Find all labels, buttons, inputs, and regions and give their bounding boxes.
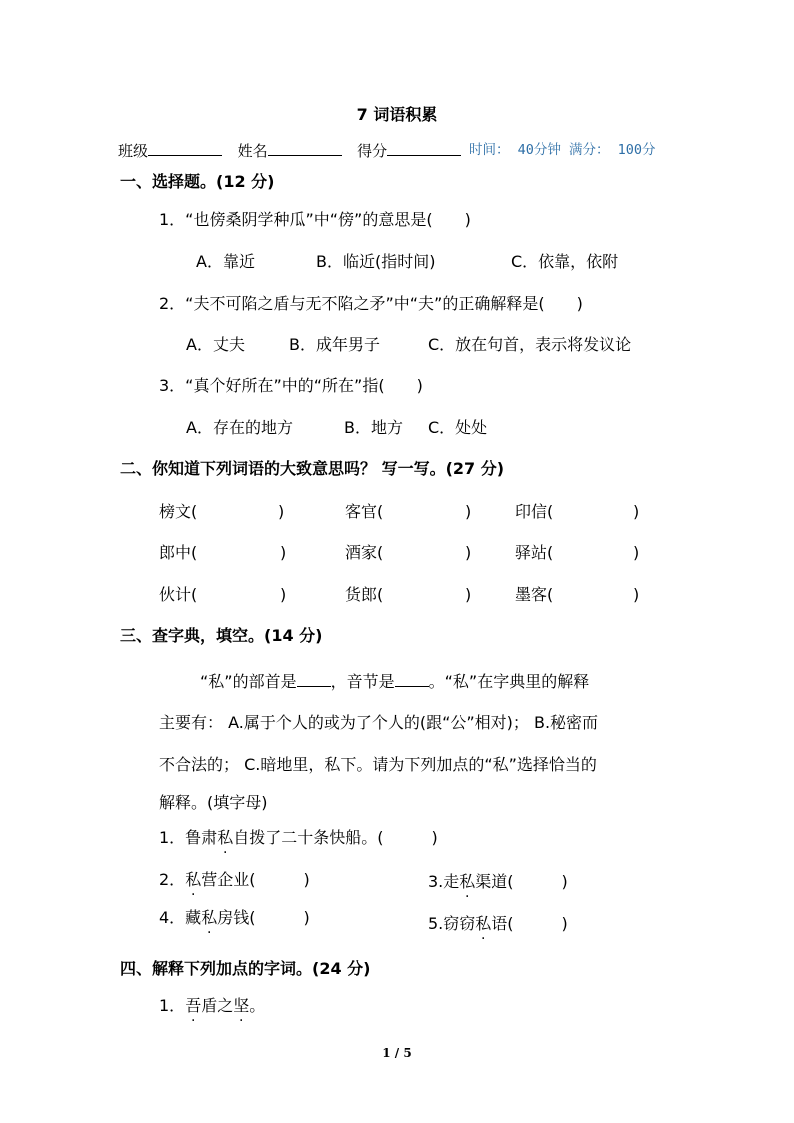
word-item-3: 印信(	[515, 502, 554, 521]
question-1-1: 1．“也傍桑阴学种瓜”中“傍”的意思是( )	[159, 210, 471, 229]
score-blank[interactable]	[387, 141, 461, 156]
word-item-2-close: )	[465, 502, 472, 521]
word-item-1: 榜文(	[159, 502, 198, 521]
section-2-heading: 二、你知道下列词语的大致意思吗？ 写一写。(27 分)	[120, 459, 505, 478]
class-blank[interactable]	[148, 141, 222, 156]
word-item-1-close: )	[278, 502, 285, 521]
section-1-heading: 一、选择题。(12 分)	[120, 172, 275, 191]
option-1-2-c: C．放在句首，表示将发议论	[428, 335, 632, 354]
dict-item-1-pre: 1．鲁肃	[159, 828, 218, 847]
word-item-9: 墨客(	[515, 585, 554, 604]
explain-item-1	[159, 996, 265, 1015]
word-item-8-close: )	[465, 585, 472, 604]
option-1-3-c: C．处处	[428, 418, 488, 437]
dict-item-3-post: 渠道( )	[475, 872, 568, 891]
word-item-4-close: )	[280, 543, 287, 562]
section-4-heading: 四、解释下列加点的字词。(24 分)	[120, 959, 371, 978]
option-1-1-b: B．临近(指时间)	[316, 252, 436, 271]
word-item-5-close: )	[465, 543, 472, 562]
option-1-2-a: A．丈夫	[186, 335, 245, 354]
dict-item-1	[159, 828, 438, 847]
dict-item-2-post: 营企业( )	[201, 870, 310, 889]
question-1-3: 3．“真个好所在”中的“所在”指( )	[159, 376, 423, 395]
dotted-char: 私	[475, 914, 492, 933]
dotted-char: 吾	[185, 996, 202, 1015]
dict-item-2-pre: 2．	[159, 870, 186, 889]
word-item-6-close: )	[633, 543, 640, 562]
dict-item-4-post: 房钱( )	[217, 908, 310, 927]
paragraph-line-1-c: 。“私”在字典里的解释	[428, 672, 590, 691]
word-item-7-close: )	[280, 585, 287, 604]
dotted-char: 私	[459, 872, 476, 891]
option-1-3-b: B．地方	[344, 418, 403, 437]
dict-item-5	[428, 914, 568, 933]
dotted-char: 坚	[233, 996, 250, 1015]
paragraph-line-1-a: “私”的部首是	[200, 672, 297, 691]
page-title: 7 词语积累	[356, 105, 438, 124]
score-label: 得分	[357, 142, 388, 160]
page-number: 1 / 5	[382, 1046, 412, 1060]
name-blank[interactable]	[268, 141, 342, 156]
explain-item-1-mid: 盾之	[201, 996, 234, 1015]
word-item-2: 客官(	[345, 502, 384, 521]
name-label: 姓名	[237, 142, 268, 160]
student-info-line	[118, 141, 461, 160]
dict-item-4	[159, 908, 310, 927]
dict-item-5-pre: 5.窃窃	[428, 914, 476, 933]
class-label: 班级	[118, 142, 149, 160]
dict-item-5-post: 语( )	[491, 914, 568, 933]
question-1-2: 2．“夫不可陷之盾与无不陷之矛”中“夫”的正确解释是( )	[159, 294, 583, 313]
dict-item-1-post: 自拨了二十条快船。( )	[233, 828, 438, 847]
timing-info: 时间： 40分钟 满分： 100分	[469, 142, 656, 158]
word-item-7: 伙计(	[159, 585, 198, 604]
dict-item-2	[159, 870, 310, 889]
paragraph-line-4: 解释。(填字母)	[159, 793, 268, 812]
word-item-9-close: )	[633, 585, 640, 604]
paragraph-line-1	[200, 672, 589, 691]
word-item-8: 货郎(	[345, 585, 384, 604]
option-1-2-b: B．成年男子	[289, 335, 380, 354]
word-item-5: 酒家(	[345, 543, 384, 562]
paragraph-line-3: 不合法的； C.暗地里，私下。请为下列加点的“私”选择恰当的	[159, 755, 597, 774]
explain-item-1-post: 。	[249, 996, 266, 1015]
dict-item-3	[428, 872, 568, 891]
word-item-3-close: )	[633, 502, 640, 521]
option-1-1-a: A．靠近	[196, 252, 255, 271]
option-1-3-a: A．存在的地方	[186, 418, 293, 437]
dotted-char: 私	[217, 828, 234, 847]
syllable-blank[interactable]	[395, 674, 429, 687]
dict-item-4-pre: 4．藏	[159, 908, 202, 927]
word-item-6: 驿站(	[515, 543, 554, 562]
section-3-heading: 三、查字典，填空。(14 分)	[120, 626, 323, 645]
radical-blank[interactable]	[297, 674, 331, 687]
paragraph-line-2: 主要有： A.属于个人的或为了个人的(跟“公”相对)； B.秘密而	[159, 713, 599, 732]
word-item-4: 郎中(	[159, 543, 198, 562]
explain-item-1-pre: 1．	[159, 996, 186, 1015]
option-1-1-c: C．依靠，依附	[511, 252, 619, 271]
paragraph-line-1-b: ，音节是	[330, 672, 395, 691]
dotted-char: 私	[201, 908, 218, 927]
dict-item-3-pre: 3.走	[428, 872, 460, 891]
dotted-char: 私	[185, 870, 202, 889]
